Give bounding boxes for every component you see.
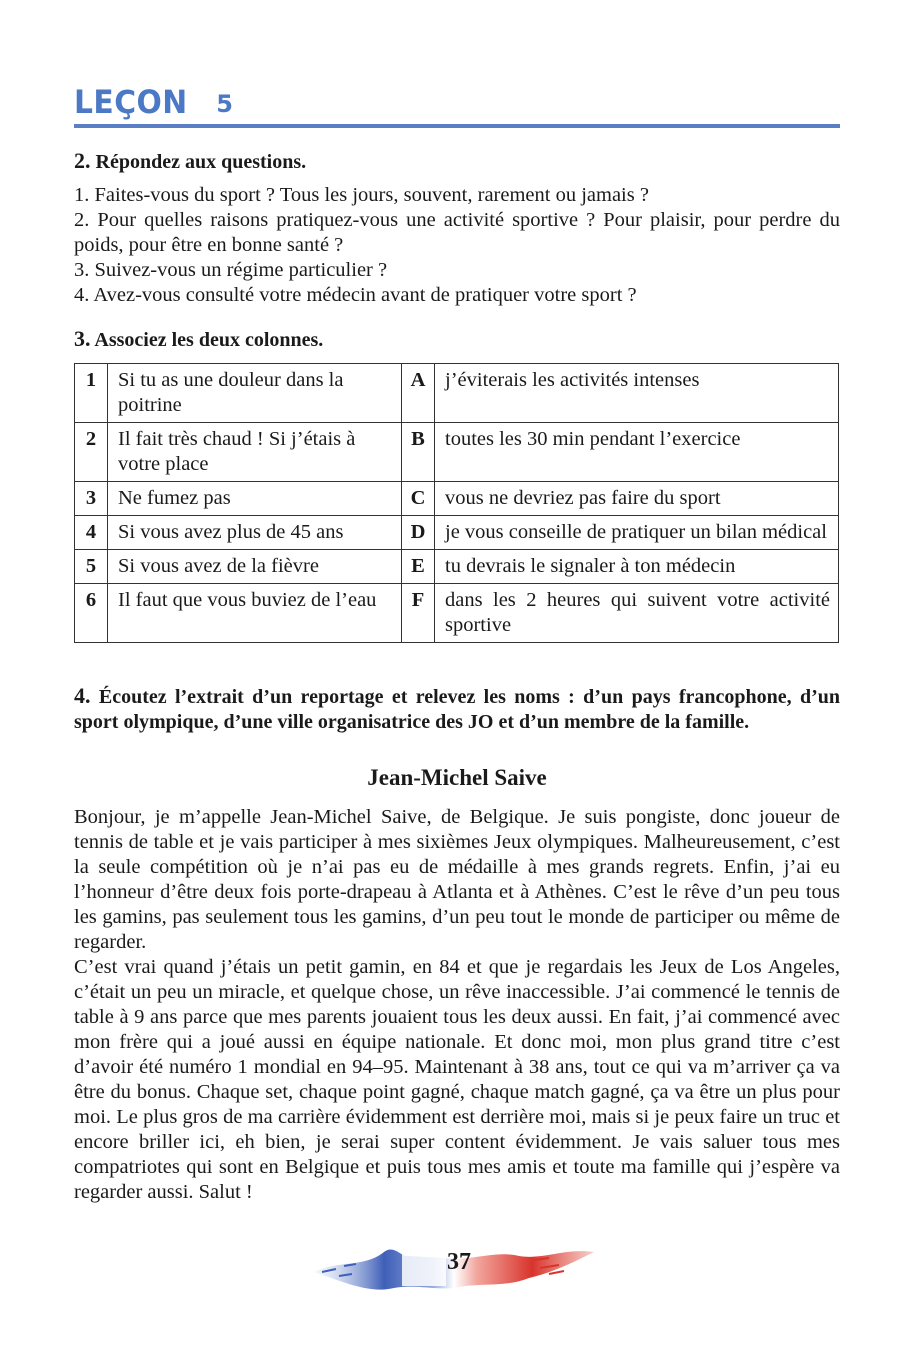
left-column-cell: Il faut que vous buviez de l’eau — [108, 584, 402, 643]
table-row — [75, 364, 839, 423]
right-column-cell: je vous conseille de pratiquer un bilan médical — [435, 516, 839, 550]
exercise-2-number: 2. — [74, 148, 91, 173]
exercise-2-title: Répondez aux questions. — [95, 151, 307, 173]
exercise-4-heading — [74, 683, 840, 735]
right-column-cell: toutes les 30 min pendant l’exercice — [435, 423, 839, 482]
right-column-cell: vous ne devriez pas faire du sport — [435, 482, 839, 516]
matching-table — [74, 363, 839, 643]
exercise-4-title: Écoutez l’extrait d’un reportage et relevez les noms : d’un pays francophone, d’un sport olympique, d’une ville organisatrice des JO et d’un membre de la famille. — [74, 686, 840, 733]
left-column-cell: Si vous avez de la fièvre — [108, 550, 402, 584]
exercise-2-heading — [74, 148, 306, 175]
exercise-4-number: 4. — [74, 683, 91, 708]
table-row — [75, 423, 839, 482]
header-divider — [74, 124, 840, 128]
right-column-cell: j’éviterais les activités intenses — [435, 364, 839, 423]
lesson-header — [74, 78, 233, 121]
table-row — [75, 516, 839, 550]
left-column-cell: Il fait très chaud ! Si j’étais à votre place — [108, 423, 402, 482]
row-number: 2 — [75, 423, 108, 482]
table-row — [75, 584, 839, 643]
row-letter: B — [402, 423, 435, 482]
question-item: 4. Avez-vous consulté votre médecin avant de pratiquer votre sport ? — [74, 284, 637, 306]
table-row — [75, 550, 839, 584]
story-paragraph: Bonjour, je m’appelle Jean-Michel Saive, de Belgique. Je suis pongiste, donc joueur de tennis de table et je vais participer à mes sixièmes Jeux olympiques. Malheureusement, c’est la seule compétition où je n’ai pas eu de médaille à mes grands regrets. Enfin, j’ai eu l’honneur d’être deux fois porte-drapeau à Atlanta et à Athènes. C’est le rêve d’un peu tous les gamins, pas seulement tous les gamins, d’un peu tout le monde de participer ou même de regarder. — [74, 806, 840, 953]
exercise-3-title: Associez les deux colonnes. — [94, 329, 324, 351]
question-item: 1. Faites-vous du sport ? Tous les jours, souvent, rarement ou jamais ? — [74, 184, 649, 206]
exercise-2-questions — [74, 183, 840, 308]
page-number: 37 — [447, 1249, 471, 1275]
row-number: 6 — [75, 584, 108, 643]
story-paragraph: C’est vrai quand j’étais un petit gamin, en 84 et que je regardais les Jeux de Los Angeles, c’était un peu un miracle, et quelque chose, un rêve inaccessible. J’ai commencé le tennis de table à 9 ans parce que mes parents jouaient tous les deux aussi. En fait, j’ai commencé avec mon frère qui a joué aussi en équipe nationale. Et donc moi, mon plus grand titre c’est d’avoir été numéro 1 mondial en 94–95. Maintenant à 38 ans, tout ce qui va m’arriver ça va être du bonus. Chaque set, chaque point gagné, chaque match gagné, ça va être un plus pour moi. Le plus gros de ma carrière évidemment est derrière moi, mais si je peux faire un truc et encore briller ici, eh bien, je serai super content évidemment. Je vais saluer tous mes compatriotes qui sont en Belgique et puis tous mes amis et toute ma famille qui j’espère va regarder aussi. Salut ! — [74, 956, 840, 1203]
lesson-number: 5 — [216, 90, 233, 118]
story-text — [74, 805, 840, 1205]
row-number: 1 — [75, 364, 108, 423]
row-number: 4 — [75, 516, 108, 550]
exercise-3-heading — [74, 326, 323, 353]
left-column-cell: Ne fumez pas — [108, 482, 402, 516]
right-column-cell: dans les 2 heures qui suivent votre activité sportive — [435, 584, 839, 643]
exercise-3-number: 3. — [74, 326, 91, 351]
story-title: Jean-Michel Saive — [367, 765, 547, 790]
row-letter: F — [402, 584, 435, 643]
right-column-cell: tu devrais le signaler à ton médecin — [435, 550, 839, 584]
row-number: 3 — [75, 482, 108, 516]
left-column-cell: Si vous avez plus de 45 ans — [108, 516, 402, 550]
lesson-label: LEÇON — [74, 83, 188, 121]
question-item: 3. Suivez-vous un régime particulier ? — [74, 259, 388, 281]
table-row — [75, 482, 839, 516]
row-letter: C — [402, 482, 435, 516]
row-letter: E — [402, 550, 435, 584]
row-letter: A — [402, 364, 435, 423]
left-column-cell: Si tu as une douleur dans la poitrine — [108, 364, 402, 423]
row-letter: D — [402, 516, 435, 550]
question-item: 2. Pour quelles raisons pratiquez-vous une activité sportive ? Pour plaisir, pour perdre du poids, pour être en bonne santé ? — [74, 209, 840, 256]
row-number: 5 — [75, 550, 108, 584]
